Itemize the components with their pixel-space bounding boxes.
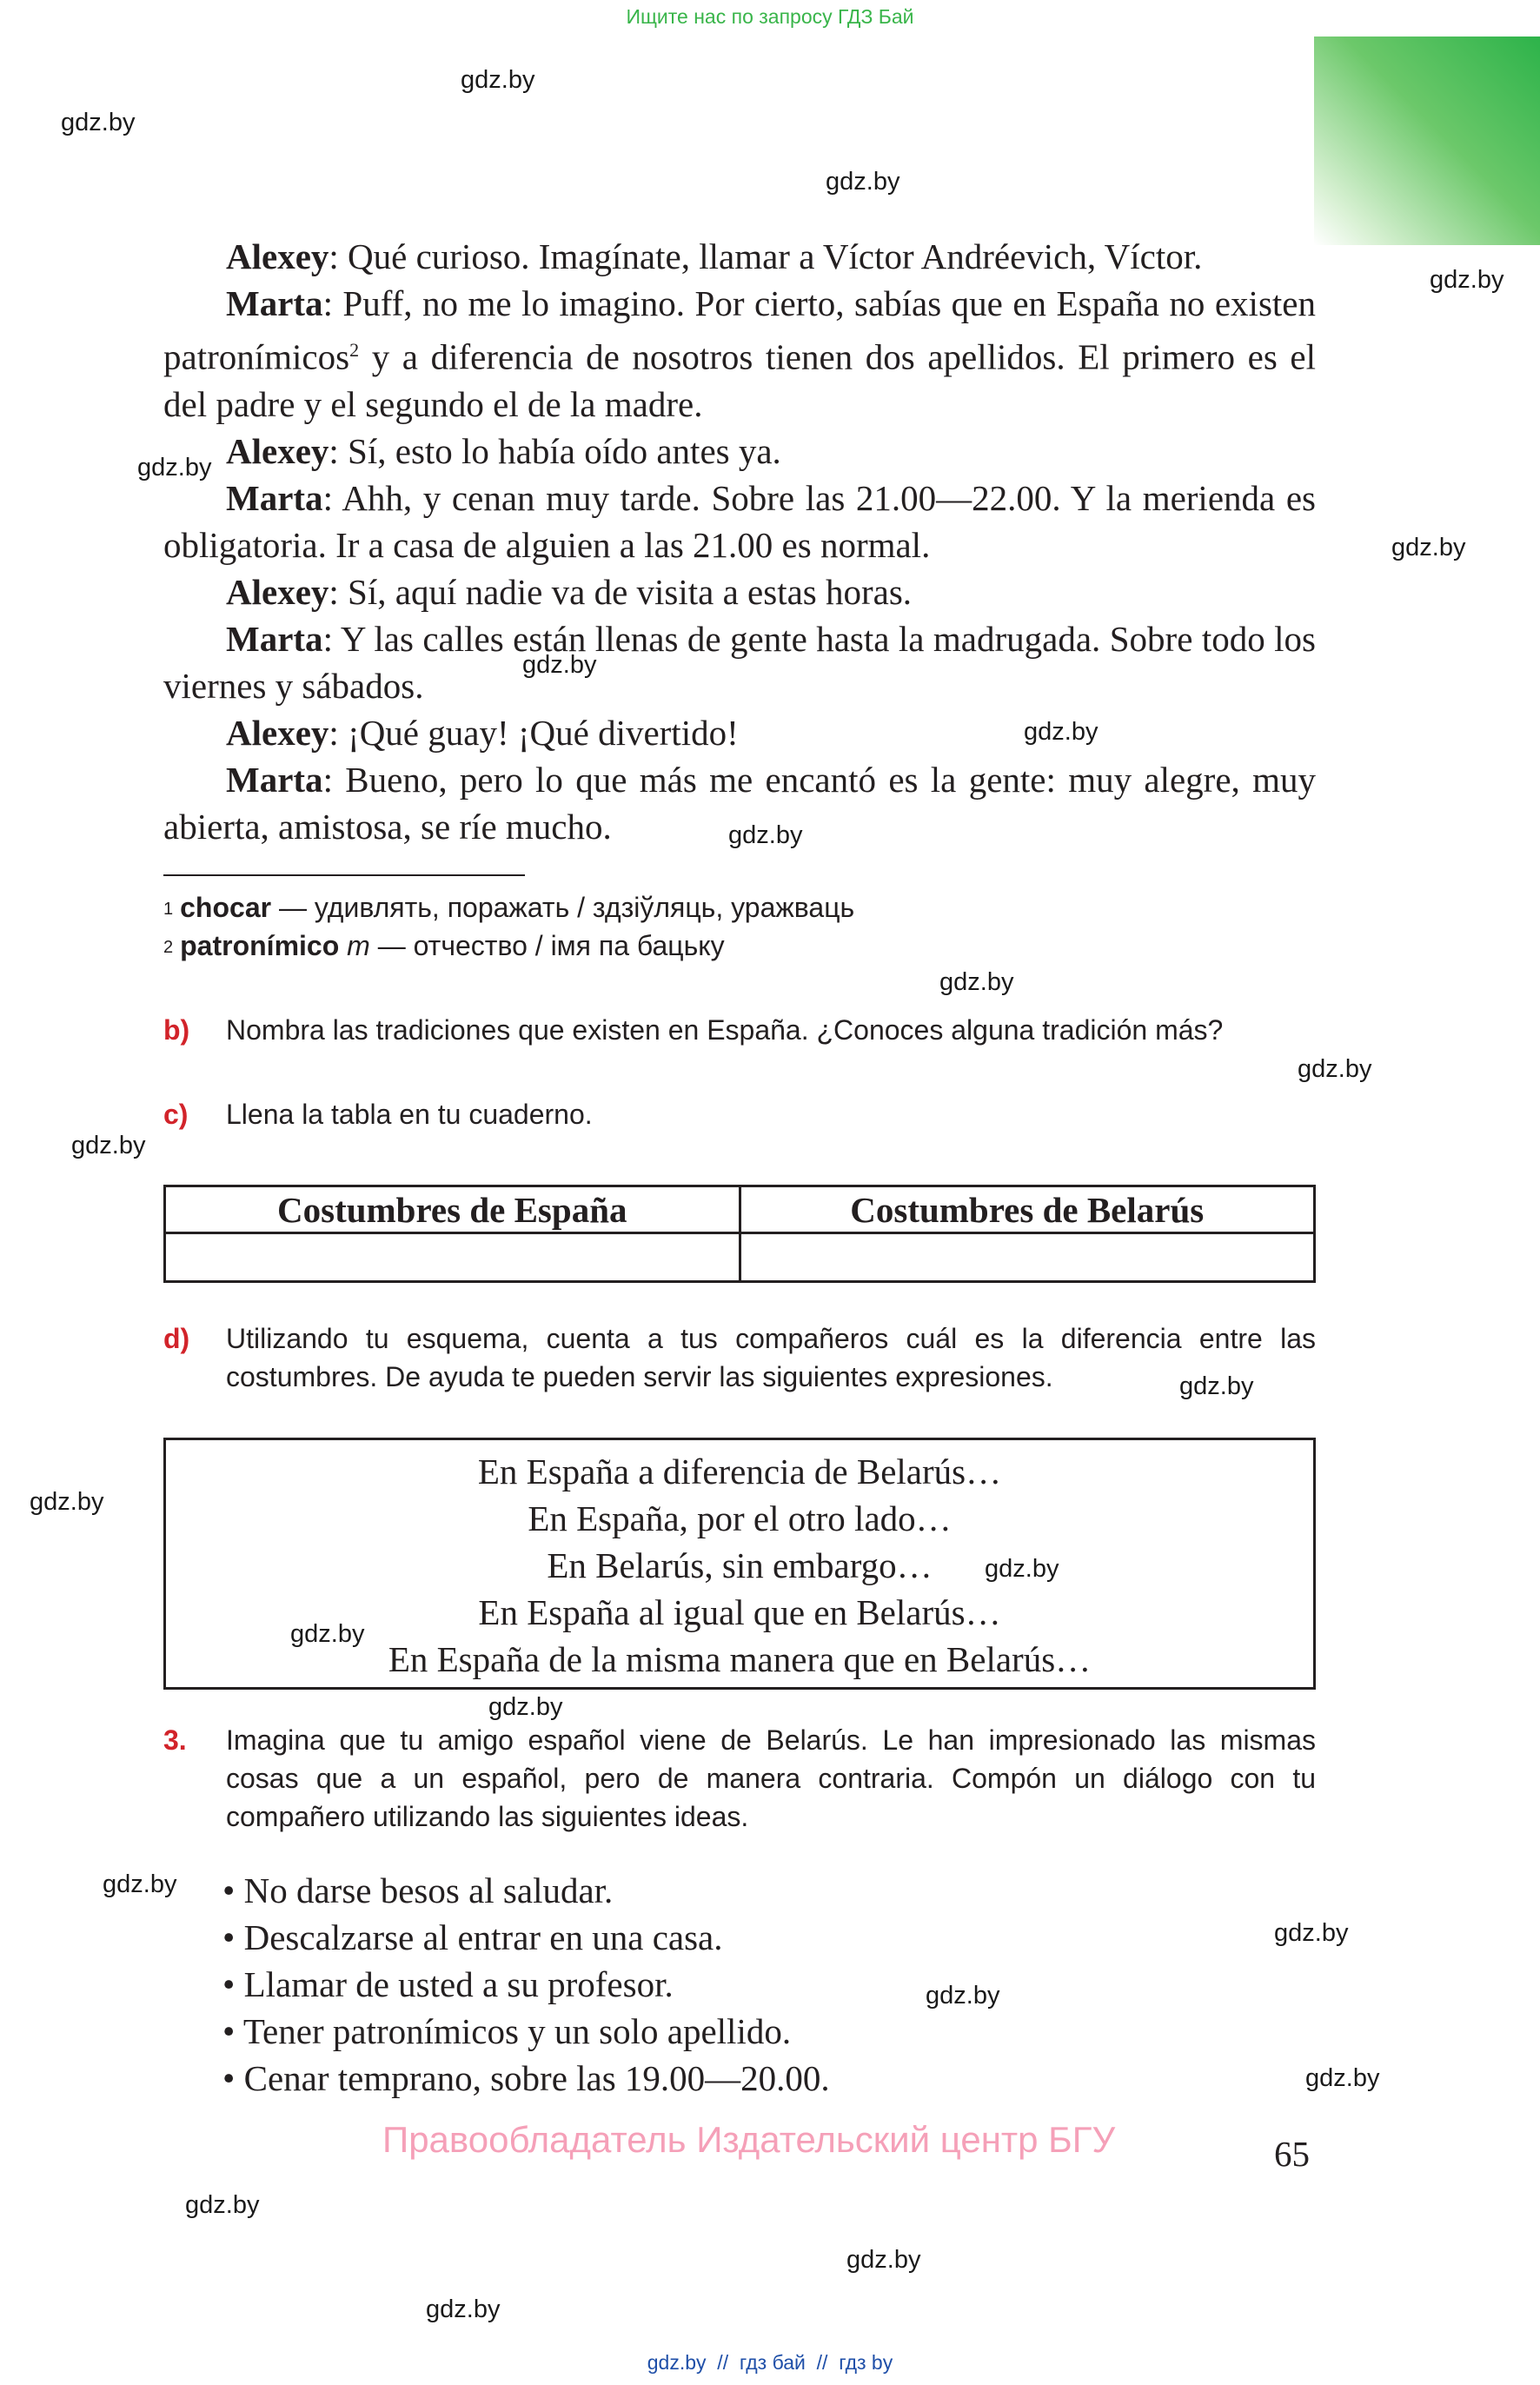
top-banner[interactable]: Ищите нас по запросу ГДЗ Бай	[626, 5, 914, 28]
speaker: Alexey	[226, 571, 329, 612]
speaker: Marta	[226, 477, 323, 518]
footnote-number: 2	[163, 938, 174, 957]
task-d	[0, 1319, 1540, 1398]
speaker: Marta	[226, 759, 323, 800]
task-number: 3.	[163, 1724, 187, 1756]
expressions-box	[163, 1438, 1316, 1690]
watermark: gdz.by	[1430, 266, 1504, 294]
list-item: • Llamar de usted a su profesor.	[222, 1961, 830, 2008]
dialogue-line	[163, 475, 1316, 568]
dialogue-line	[163, 756, 1316, 850]
task-c	[0, 1095, 1540, 1133]
task-letter: b)	[163, 1014, 190, 1046]
footnote-text: — удивлять, поражать / здзіўляць, уражваць	[271, 892, 855, 923]
line-text: : Sí, aquí nadie va de visita a estas horas.	[329, 571, 913, 612]
watermark: gdz.by	[1305, 2064, 1380, 2092]
speaker: Marta	[226, 283, 323, 323]
expression: En España de la misma manera que en Belarús…	[388, 1639, 1092, 1679]
watermark: gdz.by	[185, 2191, 260, 2219]
dialogue-line	[163, 709, 1316, 756]
watermark: gdz.by	[426, 2295, 501, 2323]
line-text: : Puff, no me lo imagino. Por cierto, sabías que en España no existen patronímicos	[163, 283, 1316, 377]
expression: En Belarús, sin embargo…	[547, 1545, 933, 1585]
task-letter: d)	[163, 1323, 190, 1354]
task-3	[0, 1721, 1540, 1836]
watermark: gdz.by	[1274, 1919, 1349, 1947]
expression: En España al igual que en Belarús…	[478, 1592, 1001, 1632]
task-letter: c)	[163, 1099, 189, 1130]
watermark: gdz.by	[939, 968, 1014, 996]
dialogue	[163, 233, 1316, 850]
table-cell	[165, 1233, 740, 1282]
list-item: • Tener patronímicos y un solo apellido.	[222, 2008, 830, 2055]
watermark: gdz.by	[926, 1982, 1000, 2010]
footnote-ref: 2	[349, 339, 360, 361]
watermark: gdz.by	[71, 1132, 146, 1159]
dialogue-line	[163, 280, 1316, 428]
footnote-term: chocar	[180, 892, 272, 923]
page-number: 65	[1274, 2134, 1310, 2174]
footnote	[163, 888, 854, 927]
watermark: gdz.by	[846, 2246, 921, 2274]
expression: En España a diferencia de Belarús…	[477, 1452, 1002, 1491]
dialogue-line	[163, 233, 1316, 280]
line-text: : Qué curioso. Imagínate, llamar a Víctor Andréevich, Víctor.	[329, 236, 1203, 276]
line-text: : Sí, esto lo había oído antes ya.	[329, 430, 781, 471]
line-text: : Bueno, pero lo que más me encantó es la gente: muy alegre, muy abierta, amistosa, se ríe mucho.	[163, 759, 1316, 847]
line-text: : Ahh, y cenan muy tarde. Sobre las 21.00—22.00. Y la merienda es obligatoria. Ir a casa de alguien a las 21.00 es normal.	[163, 477, 1316, 565]
watermark: gdz.by	[461, 66, 535, 94]
footnote	[163, 927, 854, 965]
copyright-owner: Правообладатель Издательский центр БГУ	[382, 2119, 1116, 2160]
task-text: Utilizando tu esquema, cuenta a tus compañeros cuál es la diferencia entre las costumbres. De ayuda te pueden servir las siguientes expresiones.	[226, 1323, 1316, 1392]
line-text: : Y las calles están llenas de gente hasta la madrugada. Sobre todo los viernes y sábados.	[163, 618, 1316, 706]
expression: En España, por el otro lado…	[528, 1498, 952, 1538]
footnote-gender: m	[347, 930, 370, 961]
watermark: gdz.by	[103, 1870, 177, 1898]
speaker: Alexey	[226, 430, 329, 471]
task-b	[0, 1011, 1540, 1049]
task-text: Imagina que tu amigo español viene de Belarús. Le han impresionado las mismas cosas que a un español, pero de manera contraria. Compón un diálogo con tu compañero utilizando las siguientes ideas.	[226, 1724, 1316, 1832]
corner-decoration	[1314, 37, 1540, 245]
dialogue-line	[163, 615, 1316, 709]
speaker: Marta	[226, 618, 323, 659]
watermark: gdz.by	[488, 1693, 563, 1721]
customs-table	[163, 1185, 1316, 1283]
footnote-term: patronímico	[180, 930, 340, 961]
watermark: gdz.by	[1179, 1372, 1254, 1400]
footnotes	[163, 888, 854, 965]
speaker: Alexey	[226, 712, 329, 753]
watermark: gdz.by	[30, 1488, 104, 1516]
list-item: • No darse besos al saludar.	[222, 1867, 830, 1914]
ideas-list	[222, 1867, 830, 2102]
line-text: y a diferencia de nosotros tienen dos apellidos. El primero es el del padre y el segundo el de la madre.	[163, 336, 1316, 424]
footnote-divider	[163, 874, 525, 876]
table-header: Costumbres de España	[165, 1186, 740, 1233]
list-item: • Cenar temprano, sobre las 19.00—20.00.	[222, 2055, 830, 2102]
list-item: • Descalzarse al entrar en una casa.	[222, 1914, 830, 1961]
watermark: gdz.by	[1298, 1055, 1372, 1083]
task-text: Llena la tabla en tu cuaderno.	[226, 1099, 593, 1130]
table-cell	[740, 1233, 1315, 1282]
table-header: Costumbres de Belarús	[740, 1186, 1315, 1233]
watermark: gdz.by	[522, 651, 597, 679]
watermark: gdz.by	[728, 821, 803, 849]
footnote-text: — отчество / імя па бацьку	[369, 930, 725, 961]
watermark: gdz.by	[61, 109, 136, 136]
bottom-links[interactable]: gdz.by // гдз бай // гдз by	[647, 2351, 893, 2374]
watermark: gdz.by	[290, 1620, 365, 1648]
task-text: Nombra las tradiciones que existen en España. ¿Conoces alguna tradición más?	[226, 1014, 1224, 1046]
line-text: : ¡Qué guay! ¡Qué divertido!	[329, 712, 739, 753]
dialogue-line	[163, 428, 1316, 475]
watermark: gdz.by	[1024, 718, 1099, 746]
watermark: gdz.by	[137, 454, 212, 482]
footnote-number: 1	[163, 900, 174, 919]
speaker: Alexey	[226, 236, 329, 276]
dialogue-line	[163, 568, 1316, 615]
watermark: gdz.by	[985, 1555, 1059, 1583]
watermark: gdz.by	[1391, 534, 1466, 561]
watermark: gdz.by	[826, 168, 900, 196]
